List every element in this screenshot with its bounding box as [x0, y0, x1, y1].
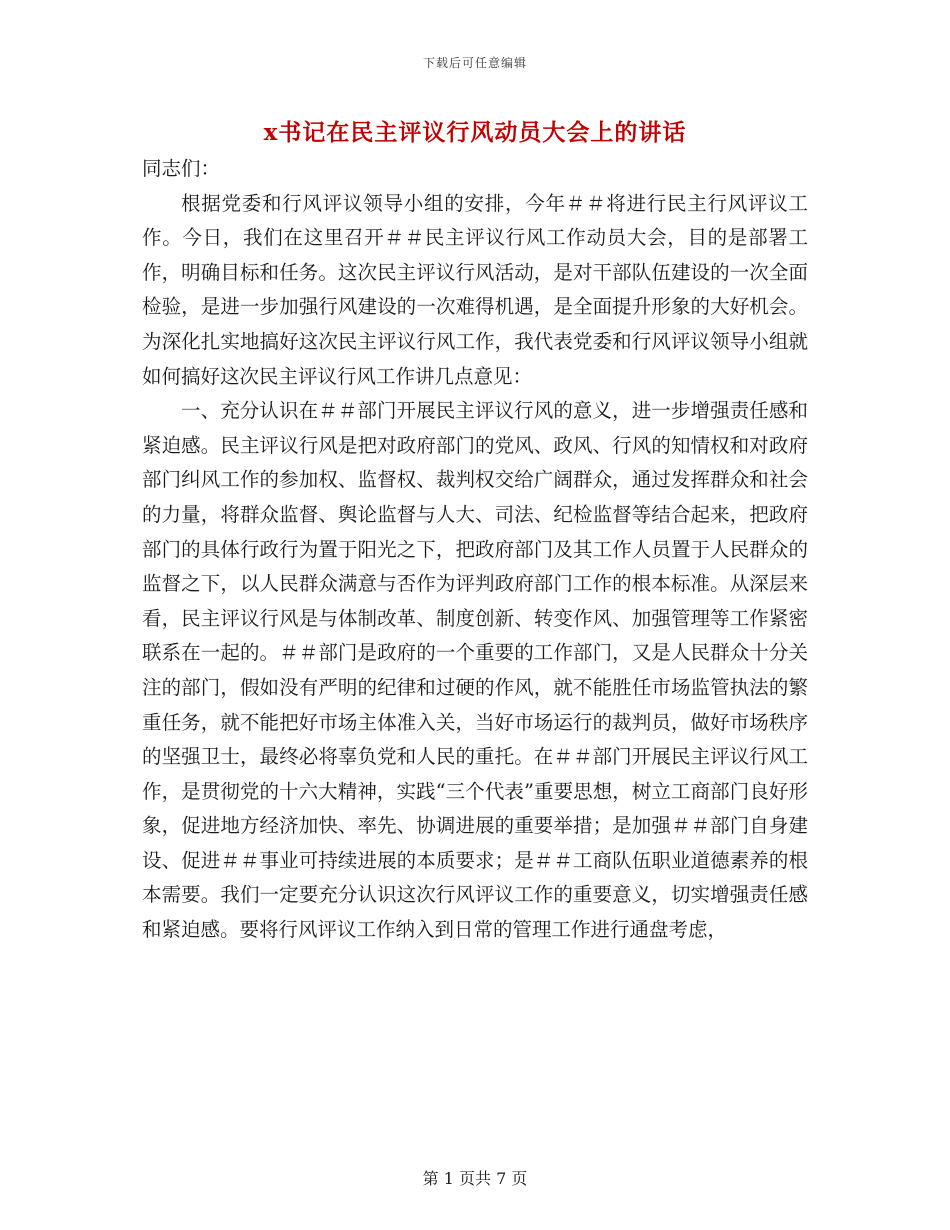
- header-note: 下载后可任意编辑: [422, 56, 527, 70]
- document-title: x书记在民主评议行风动员大会上的讲话: [263, 119, 687, 146]
- document-body: [142, 152, 808, 948]
- page-footer: 第 1 页共 7 页: [422, 1169, 528, 1188]
- paragraph-section-one: 一、充分认识在＃＃部门开展民主评议行风的意义，进一步增强责任感和紧迫感。民主评议行风是把对政府部门的党风、政风、行风的知情权和对政府部门纠风工作的参加权、监督权、裁判权交给广阔群众，通过发挥群众和社会的力量，将群众监督、舆论监督与人大、司法、纪检监督等结合起来，把政府部门的具体行政行为置于阳光之下，把政府部门及其工作人员置于人民群众的监督之下，以人民群众满意与否作为评判政府部门工作的根本标准。从深层来看，民主评议行风是与体制改革、制度创新、转变作风、加强管理等工作紧密联系在一起的。＃＃部门是政府的一个重要的工作部门，又是人民群众十分关注的部门，假如没有严明的纪律和过硬的作风，就不能胜任市场监管执法的繁重任务，就不能把好市场主体准入关，当好市场运行的裁判员，做好市场秩序的坚强卫士，最终必将辜负党和人民的重托。在＃＃部门开展民主评议行风工作，是贯彻党的十六大精神，实践“三个代表”重要思想，树立工商部门良好形象，促进地方经济加快、率先、协调进展的重要举措；是加强＃＃部门自身建设、促进＃＃事业可持续进展的本质要求；是＃＃工商队伍职业道德素养的根本需要。我们一定要充分认识这次行风评议工作的重要意义，切实增强责任感和紧迫感。要将行风评议工作纳入到日常的管理工作进行通盘考虑，: [142, 399, 808, 942]
- paragraph-intro: 根据党委和行风评议领导小组的安排，今年＃＃将进行民主行风评议工作。今日，我们在这里召开＃＃民主评议行风工作动员大会，目的是部署工作，明确目标和任务。这次民主评议行风活动，是对干部队伍建设的一次全面检验，是进一步加强行风建设的一次难得机遇，是全面提升形象的大好机会。为深化扎实地搞好这次民主评议行风工作，我代表党委和行风评议领导小组就如何搞好这次民主评议行风工作讲几点意见：: [142, 191, 808, 388]
- salutation: 同志们：: [142, 157, 221, 180]
